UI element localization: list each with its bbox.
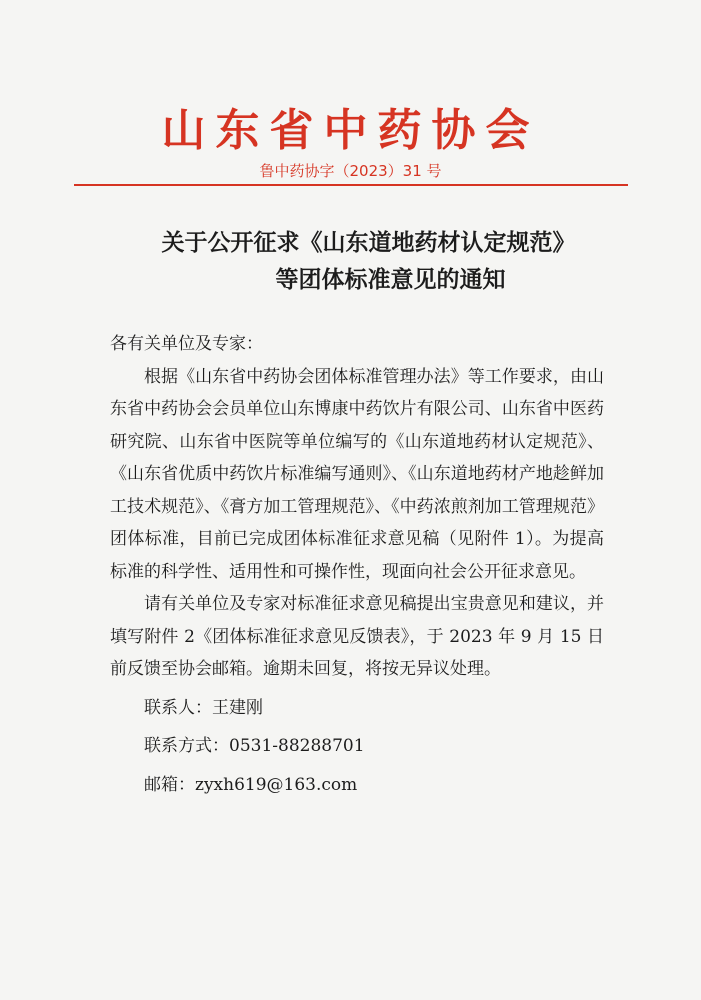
doc-number: 鲁中药协字（2023）31 号 bbox=[259, 162, 442, 180]
notice-title-line2: 等团体标准意见的通知 bbox=[275, 267, 506, 293]
contact-email: 邮箱：zyxh619@163.com bbox=[144, 774, 358, 795]
contact-person: 联系人：王建刚 bbox=[144, 697, 263, 718]
notice-title-line1: 关于公开征求《山东道地药材认定规范》 bbox=[161, 230, 576, 256]
paragraph-2: 请有关单位及专家对标准征求意见稿提出宝贵意见和建议，并填写附件 2《团体标准征求意见反馈表》，于 2023 年 9 月 15 日前反馈至协会邮箱。逾期未回复，将按无异议处理。 bbox=[110, 594, 604, 679]
paragraph-1: 根据《山东省中药协会团体标准管理办法》等工作要求，由山东省中药协会会员单位山东博康中药饮片有限公司、山东省中医药研究院、山东省中医院等单位编写的《山东道地药材认定规范》、《山东省优质中药饮片标准编写通则》、《山东道地药材产地趁鲜加工技术规范》、《膏方加工管理规范》、《中药浓煎剂加工管理规范》团体标准，目前已完成团体标准征求意见稿（见附件 1）。为提高标准的科学性、适用性和可操作性，现面向社会公开征求意见。 bbox=[110, 366, 604, 582]
contact-block bbox=[110, 692, 604, 802]
notice-body bbox=[110, 328, 604, 801]
header-divider bbox=[74, 184, 628, 186]
org-name-header: 山东省中药协会 bbox=[161, 105, 540, 156]
contact-phone: 联系方式：0531-88288701 bbox=[144, 736, 365, 756]
salutation: 各有关单位及专家： bbox=[110, 334, 263, 354]
